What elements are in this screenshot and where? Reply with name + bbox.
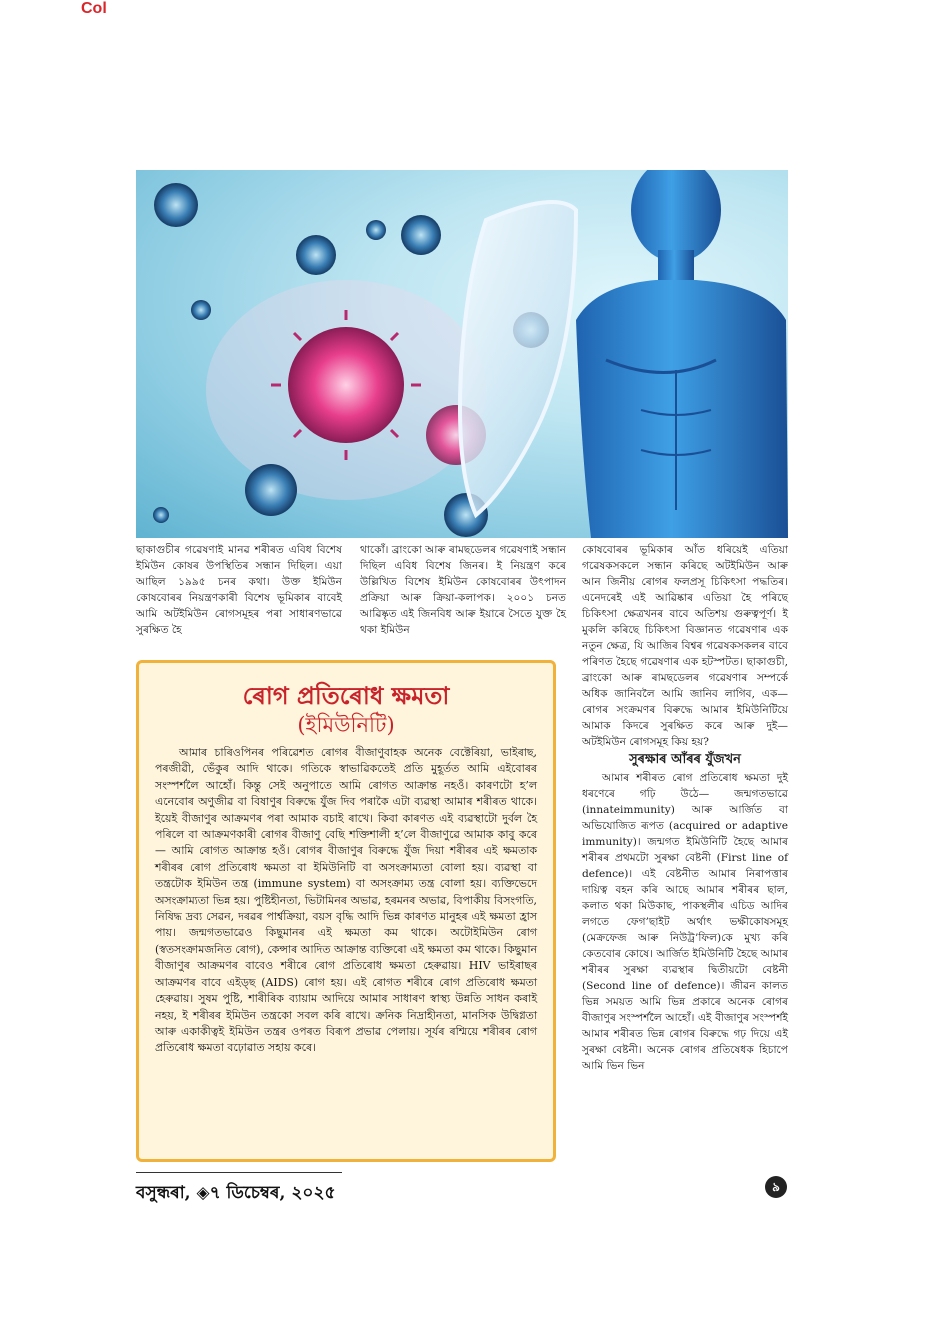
- shield-icon: [460, 202, 576, 515]
- article-column-3: [582, 542, 788, 1074]
- column-2-text: থাকোঁ। ব্ৰাংকো আৰু ৰামছডেলৰ গৱেষণাই সন্ধান দিছিল এবিধ বিশেষ জিনৰ। ই নিয়ন্ত্ৰণ কৰে উল্লিখিত বিশেষ ইমিউন কোষবোৰৰ উৎপাদন প্ৰক্ৰিয়া আৰু ক্ৰিয়া-কলাপক। ২০০১ চনত আৱিষ্কৃত এই জিনবিধ আৰু ইয়াৰে সৈতে যুক্ত হৈ থকা ইমিউন: [360, 544, 566, 636]
- box-body: আমাৰ চাৰিওপিনৰ পৰিৱেশত ৰোগৰ বীজাণুবাহক অনেক বেক্টেৰিয়া, ভাইৰাছ, পৰজীৱী, ভেঁকুৰ আদি থাকে। গতিকে স্বাভাৱিকতেই প্ৰতি মুহূৰ্তত আমি এইবোৰৰ সংস্পৰ্শলৈ আহোঁ। কিন্তু সেই অনুপাতে আমি ৰোগত আক্ৰান্ত নহওঁ। কাৰণটো হ’ল এনেবোৰ অণুজীৱ বা বিষাণুৰ বিৰুদ্ধে যুঁজ দিব পৰাকৈ এটা ব্যৱস্থা আমাৰ শৰীৰত থাকে। ইয়েই বীজাণুৰ আক্ৰমণৰ পৰা আমাক বচাই ৰাখে। কিবা কাৰণত এই ব্যৱস্থাটো দুৰ্বল হৈ পৰিলে বা আক্ৰমণকাৰী ৰোগৰ বীজাণু বেছি শক্তিশালী হ’লে বীজাণুৱে আমাক কাবু কৰে— আমি ৰোগত আক্ৰান্ত হওঁ। ৰোগৰ বীজাণুৰ বিৰুদ্ধে যুঁজ দিয়া শৰীৰৰ এই ক্ষমতাক শৰীৰৰ ৰোগ প্ৰতিৰোধ ক্ষমতা বা ইমিউনিটি বা অসংক্ৰাম্যতা বোলা হয়। ব্যৱস্থা বা তন্ত্ৰটোক ইমিউন তন্ত্ৰ (immune system) বা অসংক্ৰাম্য তন্ত্ৰ বোলা হয়। ব্যক্তিভেদে অসংক্ৰাম্যতা ভিন্ন হয়। পুষ্টিহীনতা, ভিটামিনৰ অভাৱ, হৰমনৰ অভাৱ, বিপাকীয় বিসংগতি, নিষিদ্ধ দ্ৰব্য সেৱন, দৰৱৰ পাৰ্শ্বক্ৰিয়া, বয়স বৃদ্ধি আদি ভিন্ন কাৰণত মানুহৰ এই ক্ষমতা হ্ৰাস পায়। জন্মগতভাৱেও কিছুমানৰ এই ক্ষমতা কম থাকে। অটোইমিউন ৰোগ (স্বতসংক্ৰামজনিত ৰোগ), কেন্সাৰ আদিত আক্ৰান্ত ব্যক্তিৰো এই ক্ষমতা কম থাকে। কিছুমান বীজাণুৰ আক্ৰমণৰ বাবেও শৰীৰে ৰোগ প্ৰতিৰোধ ক্ষমতা হেৰুৱায়। HIV ভাইৰাছৰ আক্ৰমণৰ বাবে এইড্ছ (AIDS) ৰোগ হয়। এই ৰোগত শৰীৰে ৰোগ প্ৰতিৰোধ ক্ষমতা হেৰুৱায়। সুষম পুষ্টি, শাৰীৰিক ব্যায়াম আদিয়ে আমাৰ সাধাৰণ স্বাস্থ্য উন্নতি সাধন কৰাই নহয়, ই শৰীৰৰ ইমিউন তন্ত্ৰকো সবল কৰি ৰাখে। ক্ৰনিক নিদ্ৰাহীনতা, মানসিক উদ্বিগ্নতা আৰু একাকীত্বই ইমিউন তন্ত্ৰৰ ওপৰত বিৰূপ প্ৰভাৱ পেলায়। সূৰ্যৰ ৰশ্মিয়ে শৰীৰৰ ৰোগ প্ৰতিৰোধ ক্ষমতা বঢ়োৱাত সহায় কৰে।: [155, 746, 537, 1055]
- page-number-badge: ৯: [765, 1176, 787, 1198]
- info-box: [136, 660, 556, 1162]
- section-subheading: সুৰক্ষাৰ আঁৰৰ যুঁজখন: [629, 752, 741, 767]
- column-3-text-2: আমাৰ শৰীৰত ৰোগ প্ৰতিৰোধ ক্ষমতা দুই ধৰণেৰে গঢ়ি উঠে— জন্মগতভাৱে (innateimmunity) আৰু আৰ্জিত বা অভিযোজিত ৰূপত (acquired or adaptive immunity)। জন্মগত ইমিউনিটি হৈছে আমাৰ শৰীৰৰ প্ৰথমটো সুৰক্ষা বেষ্টনী (First line of defence)। এই বেষ্টনীত আমাৰ নিৰাপত্তাৰ দায়িত্ব বহন কৰি আছে আমাৰ শৰীৰৰ ছাল, কলাত থকা মিউকাছ, পাকস্থলীৰ এচিড আদিৰ লগতে ফেগ’ছাইট অৰ্থাৎ ভক্ষীকোষসমূহ (মেক্ৰফেজ আৰু নিউট্ৰ’ফিল)কে মুখ্য কৰি কেতবোৰ কোষে। আৰ্জিত ইমিউনিটি হৈছে আমাৰ শৰীৰৰ সুৰক্ষা ব্যৱস্থাৰ দ্বিতীয়টো বেষ্টনী (Second line of defence)। জীৱন কালত ভিন্ন সময়ত আমি ভিন্ন প্ৰকাৰে অনেক ৰোগৰ বীজাণুৰ সংস্পৰ্শলৈ আহোঁ। এই বীজাণুৰ সংস্পৰ্শই আমাৰ শৰীৰত ভিন্ন ৰোগৰ বিৰুদ্ধে গঢ় দিয়ে এই সুৰক্ষা বেষ্টনী। অনেক ৰোগৰ প্ৰতিষেধক হিচাপে আমি ভিন ভিন: [582, 772, 788, 1072]
- corner-tag: Col: [81, 0, 107, 17]
- hero-illustration: [136, 170, 788, 538]
- article-column-2: [360, 542, 566, 638]
- human-body-icon: [576, 170, 788, 538]
- footer-masthead: বসুন্ধৰা, ◈৭ ডিচেম্বৰ, ২০২৫: [136, 1183, 336, 1203]
- box-subtitle: (ইমিউনিটি): [297, 713, 395, 737]
- footer-divider: [136, 1172, 342, 1173]
- immune-shield-illustration: [136, 170, 788, 538]
- box-title: ৰোগ প্ৰতিৰোধ ক্ষমতা: [242, 681, 450, 710]
- column-3-text-1: কোষবোৰৰ ভূমিকাৰ আঁত ধৰিয়েই এতিয়া গৱেষকসকলে সন্ধান কৰিছে অটইমিউন আৰু আন জিনীয় ৰোগৰ ফলপ্ৰসূ চিকিৎসা পদ্ধতিৰ। এনেদৰেই এই আৱিষ্কাৰ এতিয়া হৈ পৰিছে চিকিৎসা ক্ষেত্ৰখনৰ বাবে অতিশয় গুৰুত্বপূৰ্ণ। ই মুকলি কৰিছে চিকিৎসা বিজ্ঞানত গৱেষণাৰ এক নতুন ক্ষেত্ৰ, যি আজিৰ বিশ্বৰ গৱেষকসকলৰ বাবে পৰিণত হৈছে গৱেষণাৰ এক হটস্পটত। ছাকাগুচী, ব্ৰাংকো আৰু ৰামছডেলৰ গৱেষণাৰ সম্পৰ্কে অধিক জানিবলৈ আমি জানিব লাগিব, এক— ৰোগৰ সংক্ৰমণৰ বিৰুদ্ধে আমাৰ ইমিউনিটিয়ে আমাক কিদৰে সুৰক্ষিত কৰে আৰু দুই—অটইমিউন ৰোগসমূহ কিয় হয়?: [582, 544, 788, 748]
- column-1-text: ছাকাগুচীৰ গৱেষণাই মানৱ শৰীৰত এবিধ বিশেষ ইমিউন কোষৰ উপস্থিতিৰ সন্ধান দিছিল। এয়া আছিল ১৯৯৫ চনৰ কথা। উক্ত ইমিউন কোষবোৰৰ নিয়ন্ত্ৰণকাৰী বিশেষ ভূমিকাৰ বাবেই আমি অটইমিউন ৰোগসমূহৰ পৰা সাধাৰণভাৱে সুৰক্ষিত হৈ: [136, 544, 342, 636]
- article-column-1: [136, 542, 342, 638]
